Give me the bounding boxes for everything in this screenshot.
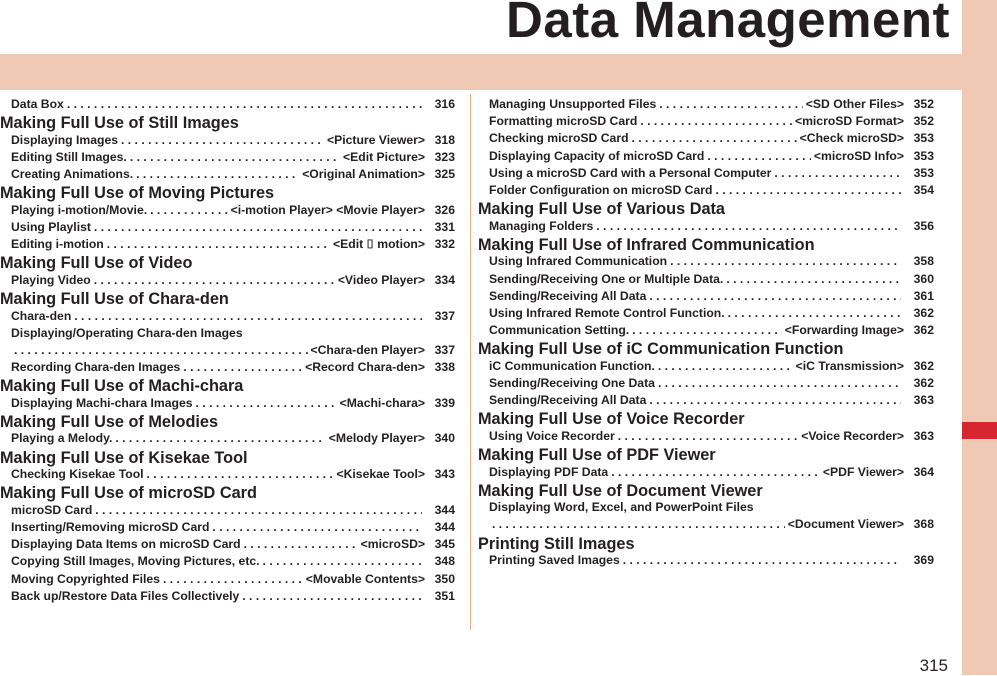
dot-leader xyxy=(196,395,337,412)
toc-entry[interactable] xyxy=(0,236,455,253)
dot-leader xyxy=(726,271,901,288)
dot-leader xyxy=(728,305,901,322)
section-heading: Making Full Use of Kisekae Tool xyxy=(0,448,248,467)
toc-entry-page: 325 xyxy=(434,167,455,182)
toc-entry-page: 362 xyxy=(913,358,934,373)
toc-entry-function-name: <microSD Info> xyxy=(813,148,904,163)
dot-leader xyxy=(623,552,901,569)
toc-entry-function-name: <Melody Player> xyxy=(328,431,425,446)
toc-entry[interactable] xyxy=(0,96,455,113)
toc-entry-page: 353 xyxy=(913,165,934,180)
toc-entry[interactable] xyxy=(478,464,934,481)
toc-entry-label: Copying Still Images, Moving Pictures, etc. xyxy=(11,554,260,569)
toc-entry-label: Recording Chara-den Images xyxy=(11,360,181,375)
toc-entry[interactable] xyxy=(478,271,934,288)
dot-leader xyxy=(130,149,340,166)
toc-entry-page: 352 xyxy=(913,97,934,111)
toc-entry[interactable] xyxy=(478,358,934,375)
section-heading: Making Full Use of Voice Recorder xyxy=(478,410,745,429)
dot-leader xyxy=(649,392,901,409)
dot-leader xyxy=(94,272,335,289)
toc-entry-function-name: <microSD> xyxy=(360,537,425,552)
toc-entry[interactable] xyxy=(478,499,934,516)
toc-entry-label: Playing i-motion/Movie. xyxy=(11,202,148,217)
dot-leader xyxy=(74,308,422,325)
toc-entry-page: 326 xyxy=(434,202,455,217)
toc-entry[interactable] xyxy=(0,308,455,325)
toc-entry-label: Displaying/Operating Chara-den Images xyxy=(11,325,243,340)
dot-leader xyxy=(242,588,422,605)
section-heading: Making Full Use of Machi-chara xyxy=(0,377,244,396)
toc-left-column xyxy=(0,96,455,605)
toc-entry-label: Communication Setting. xyxy=(489,323,630,338)
toc-entry-page: 339 xyxy=(434,395,455,410)
dot-leader xyxy=(121,132,324,149)
toc-entry[interactable] xyxy=(478,253,934,270)
toc-entry-label: Moving Copyrighted Files xyxy=(11,571,160,586)
dot-leader xyxy=(632,130,797,147)
section-heading: Making Full Use of microSD Card xyxy=(0,484,257,503)
toc-entry[interactable] xyxy=(478,375,934,392)
toc-entry-label: Editing Still Images. xyxy=(11,149,127,164)
toc-entry-function-name: <Voice Recorder> xyxy=(801,428,904,443)
toc-entry-function-name: <Edit ⌷ motion> xyxy=(333,237,425,252)
toc-entry[interactable] xyxy=(478,305,934,322)
toc-entry-page: 354 xyxy=(913,182,934,197)
toc-entry-function-name: <Original Animation> xyxy=(302,167,425,182)
dot-leader xyxy=(632,322,782,339)
toc-entry-label: Using Infrared Remote Control Function. xyxy=(489,305,725,320)
toc-entry-label: Inserting/Removing microSD Card xyxy=(11,520,210,534)
toc-entry-label: Checking Kisekae Tool xyxy=(11,467,144,482)
toc-entry-page: 362 xyxy=(913,323,934,338)
dot-leader xyxy=(611,464,820,481)
toc-entry-function-name: <SD Other Files> xyxy=(805,97,904,111)
toc-entry[interactable] xyxy=(0,502,455,519)
section-heading: Making Full Use of Infrared Communication xyxy=(478,235,815,254)
toc-entry-label: Using Infrared Communication xyxy=(489,254,668,269)
toc-entry[interactable] xyxy=(478,392,934,409)
dot-leader xyxy=(659,96,803,113)
toc-entry-label: Using a microSD Card with a Personal Computer xyxy=(489,165,772,180)
toc-entry-label: Editing i-motion xyxy=(11,237,104,252)
toc-entry-page: 360 xyxy=(913,271,934,286)
toc-entry-label: iC Communication Function. xyxy=(489,358,655,373)
toc-entry-page: 353 xyxy=(913,148,934,163)
toc-entry-label: Playing Video xyxy=(11,272,91,287)
toc-entry-function-name: <Chara-den Player> xyxy=(310,342,425,357)
toc-entry-page: 337 xyxy=(434,308,455,323)
toc-entry[interactable] xyxy=(478,288,934,305)
toc-entry-function-name: <PDF Viewer> xyxy=(822,464,904,479)
toc-entry-label: Displaying Capacity of microSD Card xyxy=(489,148,705,163)
toc-entry[interactable] xyxy=(478,148,934,165)
toc-entry-label: Playing a Melody. xyxy=(11,431,113,446)
toc-entry-page: 361 xyxy=(913,288,934,303)
toc-entry-label: Creating Animations. xyxy=(11,167,134,182)
toc-entry-label: Managing Folders xyxy=(489,218,594,233)
toc-entry-label: Displaying PDF Data xyxy=(489,464,609,479)
toc-entry-function-name: <i-motion Player> <Movie Player> xyxy=(230,202,425,217)
dot-leader xyxy=(492,516,785,533)
toc-entry[interactable] xyxy=(0,553,455,570)
toc-entry-label: Displaying Word, Excel, and PowerPoint Files xyxy=(489,500,754,515)
toc-entry-function-name: <Picture Viewer> xyxy=(326,132,425,147)
dot-leader xyxy=(14,342,308,359)
toc-entry-page: 340 xyxy=(434,431,455,446)
dot-leader xyxy=(147,466,334,483)
toc-entry[interactable] xyxy=(0,536,455,553)
toc-entry[interactable] xyxy=(0,325,455,342)
dot-leader xyxy=(183,359,302,376)
toc-entry-label: Using Voice Recorder xyxy=(489,428,615,443)
toc-entry[interactable] xyxy=(0,395,455,412)
dot-leader xyxy=(150,202,227,219)
toc-entry[interactable] xyxy=(0,202,455,219)
dot-leader xyxy=(618,428,799,445)
toc-entry-page: 364 xyxy=(913,464,934,479)
toc-entry-page: 351 xyxy=(434,588,455,603)
title-band xyxy=(0,54,962,90)
toc-entry[interactable] xyxy=(0,430,455,447)
toc-entry-label: Checking microSD Card xyxy=(489,131,629,146)
toc-entry-page: 356 xyxy=(913,218,934,233)
toc-entry-page: 369 xyxy=(913,553,934,568)
toc-entry-label: Displaying Machi-chara Images xyxy=(11,395,193,410)
toc-entry-page: 344 xyxy=(434,520,455,534)
toc-entry[interactable] xyxy=(478,96,934,113)
toc-entry-label: Displaying Images xyxy=(11,132,119,147)
toc-entry-page: 344 xyxy=(434,502,455,517)
toc-entry-function-name: <Edit Picture> xyxy=(343,149,425,164)
toc-entry-label: microSD Card xyxy=(11,502,93,517)
section-heading: Making Full Use of Various Data xyxy=(478,200,725,219)
toc-entry-function-name: <Machi-chara> xyxy=(339,395,425,410)
toc-entry-page: 337 xyxy=(434,342,455,357)
dot-leader xyxy=(640,113,792,130)
dot-leader xyxy=(163,571,303,588)
toc-entry[interactable] xyxy=(478,113,934,130)
toc-entry-page: 331 xyxy=(434,219,455,234)
toc-entry[interactable] xyxy=(0,519,455,536)
toc-entry[interactable] xyxy=(0,272,455,289)
dot-leader xyxy=(658,358,793,375)
section-heading: Making Full Use of iC Communication Function xyxy=(478,340,844,359)
toc-entry-page: 345 xyxy=(434,537,455,552)
dot-leader xyxy=(649,288,901,305)
toc-entry-page: 348 xyxy=(434,554,455,569)
toc-entry-function-name: <microSD Format> xyxy=(794,114,904,129)
side-thumb-band xyxy=(962,0,997,675)
toc-entry-page: 316 xyxy=(434,97,455,111)
toc-entry[interactable] xyxy=(478,428,934,445)
section-heading: Making Full Use of Moving Pictures xyxy=(0,184,275,203)
dot-leader xyxy=(67,96,422,113)
toc-entry-page: 362 xyxy=(913,375,934,390)
dot-leader xyxy=(707,148,811,165)
toc-entry[interactable] xyxy=(478,182,934,199)
toc-entry-page: 363 xyxy=(913,393,934,408)
toc-entry-label: Sending/Receiving One Data xyxy=(489,375,655,390)
toc-entry-page: 350 xyxy=(434,571,455,586)
toc-entry-page: 362 xyxy=(913,305,934,320)
dot-leader xyxy=(115,430,325,447)
toc-entry-page: 353 xyxy=(913,131,934,146)
toc-entry-page: 358 xyxy=(913,254,934,269)
toc-entry-label: Sending/Receiving One or Multiple Data. xyxy=(489,271,724,286)
toc-entry-label: Data Box xyxy=(11,97,64,111)
toc-entry-label: Using Playlist xyxy=(11,219,91,234)
section-heading: Printing Still Images xyxy=(478,534,635,553)
dot-leader xyxy=(94,219,422,236)
page-title: Data Management xyxy=(506,0,950,48)
toc-entry-label: Back up/Restore Data Files Collectively xyxy=(11,588,240,603)
toc-entry[interactable] xyxy=(478,552,934,569)
toc-entry-label: Folder Configuration on microSD Card xyxy=(489,182,713,197)
dot-leader xyxy=(212,519,422,536)
dot-leader xyxy=(263,553,422,570)
section-heading: Making Full Use of Melodies xyxy=(0,412,219,431)
toc-entry-label: Displaying Data Items on microSD Card xyxy=(11,537,241,552)
toc-entry-page: 332 xyxy=(434,237,455,252)
column-divider xyxy=(470,94,471,630)
dot-leader xyxy=(107,236,330,253)
toc-entry[interactable] xyxy=(478,516,934,533)
dot-leader xyxy=(658,375,901,392)
toc-entry-page: 352 xyxy=(913,114,934,129)
toc-entry[interactable] xyxy=(0,166,455,183)
toc-entry-function-name: <Kisekae Tool> xyxy=(336,467,425,482)
toc-entry[interactable] xyxy=(0,342,455,359)
toc-entry-page: 334 xyxy=(434,272,455,287)
dot-leader xyxy=(774,165,901,182)
toc-entry[interactable] xyxy=(478,322,934,339)
page-number: 315 xyxy=(919,656,948,675)
toc-entry-label: Formatting microSD Card xyxy=(489,114,638,129)
toc-entry[interactable] xyxy=(0,132,455,149)
toc-entry[interactable] xyxy=(0,149,455,166)
toc-entry[interactable] xyxy=(0,571,455,588)
section-heading: Making Full Use of Chara-den xyxy=(0,290,229,308)
dot-leader xyxy=(715,182,901,199)
section-heading: Making Full Use of Still Images xyxy=(0,114,239,133)
toc-entry[interactable] xyxy=(478,165,934,182)
toc-entry-page: 368 xyxy=(913,517,934,532)
toc-entry-function-name: <Video Player> xyxy=(337,272,425,287)
section-heading: Making Full Use of PDF Viewer xyxy=(478,446,716,464)
section-index-tab xyxy=(962,422,997,439)
toc-entry-page: 363 xyxy=(913,428,934,443)
toc-entry-function-name: <Movable Contents> xyxy=(305,571,425,586)
toc-entry[interactable] xyxy=(0,466,455,483)
dot-leader xyxy=(244,536,358,553)
toc-entry-label: Printing Saved Images xyxy=(489,553,620,568)
toc-entry[interactable] xyxy=(0,219,455,236)
toc-entry[interactable] xyxy=(0,588,455,605)
dot-leader xyxy=(670,253,901,270)
toc-entry-function-name: <Forwarding Image> xyxy=(784,323,904,338)
dot-leader xyxy=(136,166,299,183)
toc-entry-page: 318 xyxy=(434,132,455,147)
toc-entry[interactable] xyxy=(478,218,934,235)
toc-entry-page: 338 xyxy=(434,360,455,375)
toc-entry-function-name: <Document Viewer> xyxy=(787,517,904,532)
toc-entry-function-name: <iC Transmission> xyxy=(795,358,904,373)
toc-entry[interactable] xyxy=(478,130,934,147)
toc-right-column xyxy=(478,96,934,569)
toc-entry-page: 323 xyxy=(434,149,455,164)
section-heading: Making Full Use of Document Viewer xyxy=(478,481,763,500)
section-heading: Making Full Use of Video xyxy=(0,254,193,273)
toc-entry-function-name: <Record Chara-den> xyxy=(305,360,425,375)
toc-entry-label: Chara-den xyxy=(11,308,72,323)
dot-leader xyxy=(596,218,901,235)
toc-entry-label: Managing Unsupported Files xyxy=(489,97,657,111)
toc-entry-label: Sending/Receiving All Data xyxy=(489,393,647,408)
toc-entry-page: 343 xyxy=(434,467,455,482)
dot-leader xyxy=(95,502,422,519)
toc-entry[interactable] xyxy=(0,359,455,376)
toc-entry-function-name: <Check microSD> xyxy=(799,131,904,146)
toc-entry-label: Sending/Receiving All Data xyxy=(489,288,647,303)
